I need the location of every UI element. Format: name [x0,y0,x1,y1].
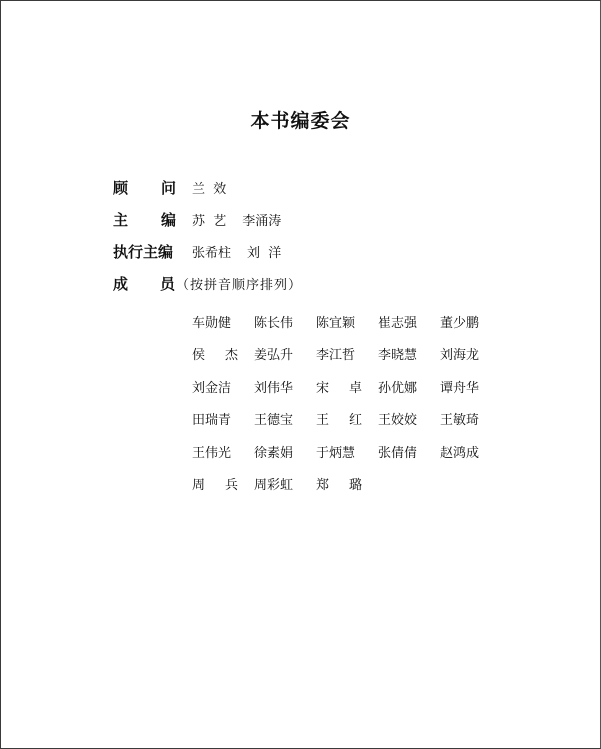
member-name: 兰 效 [192,181,227,197]
editor-names [192,210,281,229]
member-name: 崔志强 [378,315,418,331]
member-name: 郑 璐 [316,478,362,494]
member-name: 周彩虹 [254,478,294,494]
member-name: 田瑞青 [192,413,232,429]
member-name: 王敏琦 [440,413,480,429]
editor-row [113,208,281,230]
member-name: 王德宝 [254,413,294,429]
member-name: 赵鸿成 [440,445,480,461]
member-name: 刘海龙 [440,348,480,364]
member-name: 刘 洋 [247,245,282,261]
member-name: 陈宜颖 [316,315,356,331]
member-name: 李涌涛 [242,213,282,229]
member-name: 张希柱 [192,245,232,261]
member-name: 王伟光 [192,445,232,461]
member-name: 车勋健 [192,315,232,331]
members-row-2 [192,338,502,371]
member-name: 陈长伟 [254,315,294,331]
advisor-names [192,178,226,197]
member-name: 董少鹏 [440,315,480,331]
member-name: 王姣姣 [378,413,418,429]
members-row-3 [192,370,502,403]
member-name: 谭舟华 [440,380,480,396]
members-row-4 [192,403,502,436]
member-name: 王 红 [316,413,362,429]
member-name: 徐素娟 [254,445,294,461]
member-name: 刘金洁 [192,380,232,396]
member-name: 周 兵 [192,478,238,494]
member-name: 张倩倩 [378,445,418,461]
member-name: 侯 杰 [192,348,238,364]
members-order-note: （按拼音顺序排列） [176,277,303,293]
members-row [113,272,302,294]
member-name: 孙优娜 [378,380,418,396]
editor-label: 主 编 [113,210,176,229]
advisor-label: 顾 问 [113,178,176,197]
advisor-row [113,176,226,198]
members-row-5 [192,435,502,468]
member-name: 刘伟华 [254,380,294,396]
members-list [192,305,502,500]
member-name: 姜弘升 [254,348,294,364]
exec-editor-row [113,240,281,262]
member-name: 宋 卓 [316,380,362,396]
exec-editor-names [192,242,281,261]
member-name: 于炳慧 [316,445,356,461]
members-row-6 [192,468,502,501]
member-name: 李晓慧 [378,348,418,364]
members-label: 成 员 [113,274,175,293]
members-row-1 [192,305,502,338]
member-name: 苏 艺 [192,213,227,229]
page-title: 本书编委会 [250,110,351,132]
exec-editor-label: 执行主编 [113,242,174,261]
member-name: 李江哲 [316,348,356,364]
